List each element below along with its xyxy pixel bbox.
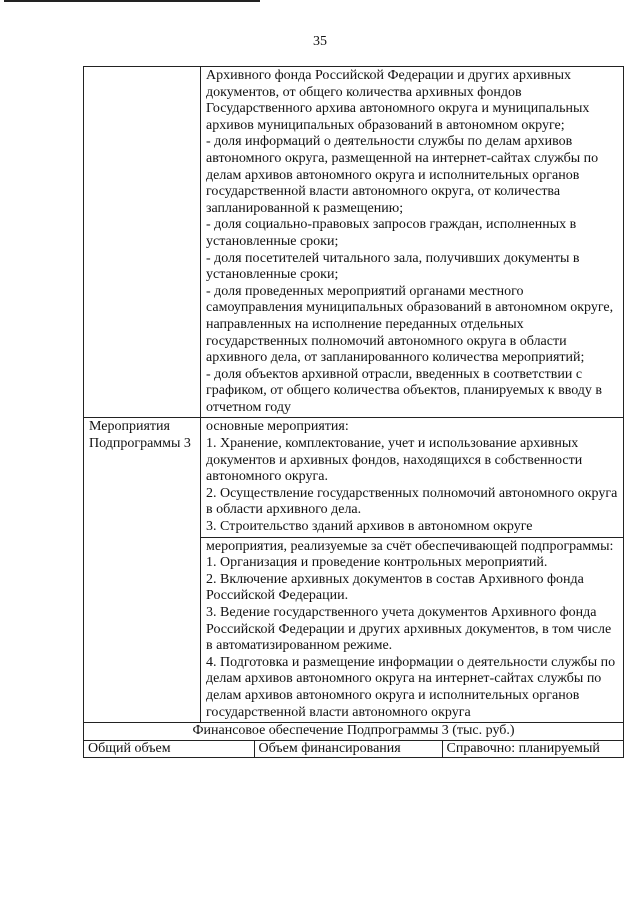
measure-text: 1. Хранение, комплектование, учет и использование архивных документов и архивных фондов, находящихся в собственности автономного округа. (206, 436, 583, 485)
support-measures-cell (201, 537, 624, 723)
indicator-text: Архивного фонда Российской Федерации и других архивных документов, от общего количества архивных фондов Государственного архива автономного округа и муниципальных архивов муниципальных образований в автономном округе; (206, 68, 590, 133)
financing-column-header: Общий объем (84, 741, 254, 758)
financing-title: Финансовое обеспечение Подпрограммы 3 (тыс. руб.) (84, 723, 624, 741)
measure-text: 4. Подготовка и размещение информации о деятельности службы по делам архивов автономного округа на интернет-сайтах службы по делам архивов автономного округа и исполнительных органов государственной власти автономного округа (206, 654, 616, 720)
indicators-cell (201, 67, 624, 418)
indicators-row (84, 67, 624, 418)
indicator-text: - доля объектов архивной отрасли, введенных в соответствии с графиком, от общего количества объектов, планируемых к вводу в отчетном году (206, 366, 603, 415)
passport-table (83, 66, 624, 758)
measures-label: Мероприятия Подпрограммы 3 (84, 418, 201, 723)
indicator-text: - доля социально-правовых запросов граждан, исполненных в установленные сроки; (206, 217, 577, 249)
measure-text: 3. Строительство зданий архивов в автономном округе (206, 519, 533, 535)
page-number: 35 (313, 34, 327, 49)
financing-columns-row (84, 740, 624, 758)
measure-text: 2. Включение архивных документов в состав Архивного фонда Российской Федерации. (206, 571, 584, 604)
main-measures-cell (201, 418, 624, 537)
financing-column-header: Объем финансирования (254, 741, 442, 758)
measure-text: 3. Ведение государственного учета документов Архивного фонда Российской Федерации и других архивных документов, в том числе в автоматизированном режиме. (206, 605, 612, 654)
measure-text: 2. Осуществление государственных полномочий автономного округа в области архивного дела. (206, 485, 618, 518)
measure-text: основные мероприятия: (206, 419, 349, 435)
financing-title-row (84, 723, 624, 741)
financing-columns-table (84, 741, 623, 758)
indicator-text: - доля посетителей читального зала, получивших документы в установленные сроки; (206, 250, 580, 283)
measures-main-row (84, 418, 624, 537)
indicator-text: - доля проведенных мероприятий органами местного самоуправления муниципальных образований в автономном округе, направленных на исполнение переданных отдельных государственных полномочий автономного округа в области архивного дела, от запланированного количества мероприятий; (206, 283, 614, 366)
measure-text: мероприятия, реализуемые за счёт обеспечивающей подпрограммы: (206, 538, 614, 554)
indicator-text: - доля информаций о деятельности службы по делам архивов автономного округа, размещенной на интернет-сайтах службы по делам архивов автономного округа и исполнительных органов государственной власти автономного округа, от количества запланированной к размещению; (206, 134, 599, 216)
indicators-label-cell (84, 67, 201, 418)
financing-columns-cell (84, 740, 624, 758)
top-edge-mark (4, 0, 260, 2)
measure-text: 1. Организация и проведение контрольных мероприятий. (206, 555, 548, 571)
financing-column-header: Справочно: планируемый (446, 740, 600, 756)
